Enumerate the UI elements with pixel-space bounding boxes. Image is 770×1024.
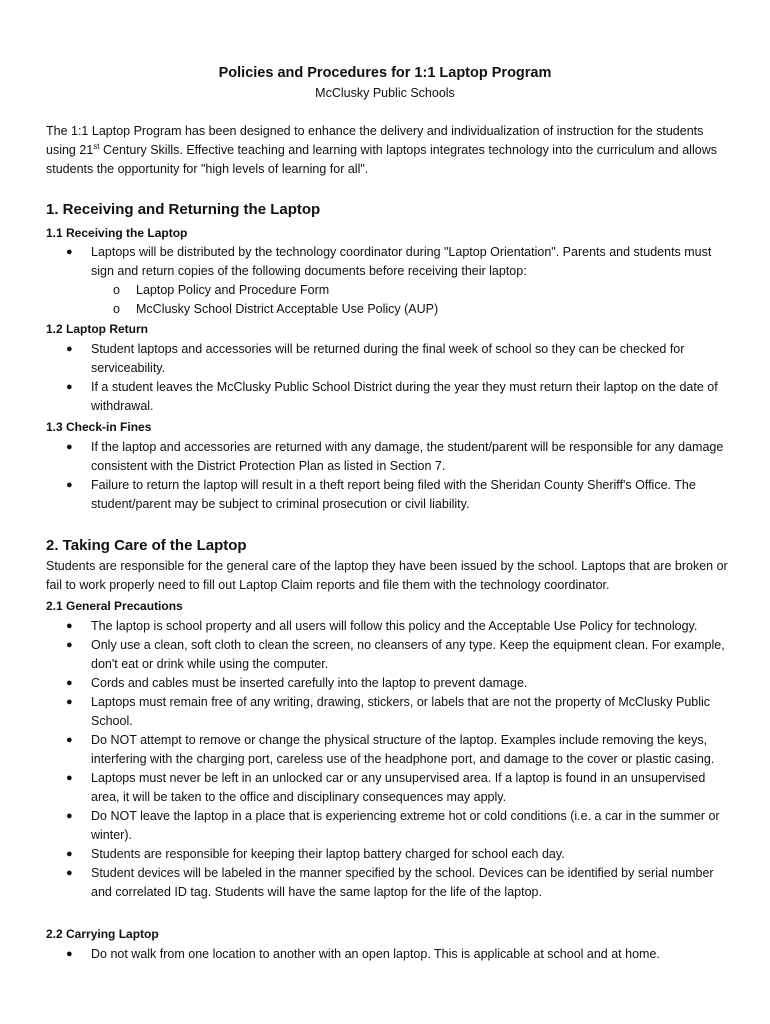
- bullet-icon: ●: [66, 772, 73, 784]
- intro-superscript: st: [93, 141, 100, 151]
- bullet-icon: ●: [66, 441, 73, 453]
- list-item-text: Only use a clean, soft cloth to clean the screen, no cleansers of any type. Keep the equipment clean. For example, don't eat or drink while using the computer.: [91, 638, 725, 671]
- list-item: [46, 438, 730, 476]
- intro-paragraph: [46, 122, 736, 179]
- section-2-heading: 2. Taking Care of the Laptop: [46, 537, 247, 554]
- section-1-1-heading: 1.1 Receiving the Laptop: [46, 226, 188, 240]
- list-item-text: Do NOT attempt to remove or change the physical structure of the laptop. Examples include removing the keys, interfering with the charging port, careless use of the headphone port, and damage to the cover or plastic casing.: [91, 733, 715, 766]
- list-item: [46, 731, 730, 769]
- bullet-icon: ●: [66, 734, 73, 746]
- sub-list-item-text: McClusky School District Acceptable Use Policy (AUP): [136, 302, 439, 316]
- section-2-1-list: [46, 617, 730, 902]
- circle-bullet-icon: o: [113, 302, 120, 316]
- sub-list: [91, 281, 730, 319]
- list-item-text: Do not walk from one location to another with an open laptop. This is applicable at school and at home.: [91, 947, 660, 961]
- list-item-text: If the laptop and accessories are returned with any damage, the student/parent will be responsible for any damage consistent with the District Protection Plan as listed in Section 7.: [91, 440, 724, 473]
- section-2-intro: Students are responsible for the general care of the laptop they have been issued by the school. Laptops that are broken or fail to work properly need to fill out Laptop Claim reports and file them with the technology coordinator.: [46, 559, 728, 592]
- sub-list-item: [91, 281, 730, 300]
- bullet-icon: ●: [66, 848, 73, 860]
- section-1-heading: 1. Receiving and Returning the Laptop: [46, 201, 321, 218]
- intro-text-2: Century Skills. Effective teaching and learning with laptops integrates technology into the curriculum and allows students the opportunity for "high levels of learning for all".: [46, 143, 717, 176]
- sub-list-item: [91, 300, 730, 319]
- list-item-text: The laptop is school property and all users will follow this policy and the Acceptable Use Policy for technology.: [91, 619, 698, 633]
- list-item: [46, 945, 730, 964]
- section-1-2-list: [46, 340, 730, 416]
- list-item: [46, 636, 730, 674]
- list-item: [46, 476, 730, 514]
- list-item: [46, 617, 730, 636]
- section-2-2-list: [46, 945, 730, 964]
- intro-text-1: The 1:1 Laptop Program has been designed to enhance the delivery and individualization of instruction for the students using 21: [46, 124, 704, 157]
- bullet-icon: ●: [66, 479, 73, 491]
- bullet-icon: ●: [66, 867, 73, 879]
- bullet-icon: ●: [66, 343, 73, 355]
- sub-list-item-text: Laptop Policy and Procedure Form: [136, 283, 330, 297]
- list-item-text: Laptops must remain free of any writing, drawing, stickers, or labels that are not the property of McClusky Public School.: [91, 695, 711, 728]
- list-item-text: Failure to return the laptop will result in a theft report being filed with the Sheridan County Sheriff's Office. The student/parent may be subject to criminal prosecution or civil liability.: [91, 478, 696, 511]
- list-item-text: Laptops must never be left in an unlocked car or any unsupervised area. If a laptop is found in an unsupervised area, it will be taken to the office and disciplinary consequences may apply.: [91, 771, 706, 804]
- list-item-text: If a student leaves the McClusky Public School District during the year they must return their laptop on the date of withdrawal.: [91, 380, 718, 413]
- bullet-icon: ●: [66, 696, 73, 708]
- section-1-1-list: [46, 243, 730, 319]
- section-1-2-heading: 1.2 Laptop Return: [46, 322, 149, 336]
- document-title: Policies and Procedures for 1:1 Laptop Program: [218, 65, 552, 81]
- section-2-1-heading: 2.1 General Precautions: [46, 599, 183, 613]
- list-item: [46, 693, 730, 731]
- circle-bullet-icon: o: [113, 283, 120, 297]
- list-item-text: Do NOT leave the laptop in a place that is experiencing extreme hot or cold conditions (i.e. a car in the summer or winter).: [91, 809, 720, 842]
- list-item: [46, 378, 730, 416]
- bullet-icon: ●: [66, 620, 73, 632]
- section-2-2-heading: 2.2 Carrying Laptop: [46, 927, 159, 941]
- list-item: [46, 769, 730, 807]
- list-item: [46, 864, 730, 902]
- section-1-3-list: [46, 438, 730, 514]
- list-item: [46, 845, 730, 864]
- section-1-3-heading: 1.3 Check-in Fines: [46, 420, 152, 434]
- list-item: [46, 674, 730, 693]
- bullet-icon: ●: [66, 810, 73, 822]
- list-item: [46, 340, 730, 378]
- list-item-text: Laptops will be distributed by the technology coordinator during "Laptop Orientation". Parents and students must sign and return copies of the following documents before receiving their laptop:: [91, 245, 712, 278]
- document-subtitle: McClusky Public Schools: [315, 86, 455, 100]
- list-item-text: Cords and cables must be inserted carefully into the laptop to prevent damage.: [91, 676, 528, 690]
- bullet-icon: ●: [66, 677, 73, 689]
- list-item-text: Student laptops and accessories will be returned during the final week of school so they can be checked for serviceability.: [91, 342, 685, 375]
- bullet-icon: ●: [66, 948, 73, 960]
- list-item-text: Students are responsible for keeping their laptop battery charged for school each day.: [91, 847, 565, 861]
- list-item-text: Student devices will be labeled in the manner specified by the school. Devices can be identified by serial number and correlated ID tag. Students will have the same laptop for the life of the laptop.: [91, 866, 714, 899]
- list-item: [46, 807, 730, 845]
- bullet-icon: ●: [66, 246, 73, 258]
- bullet-icon: ●: [66, 639, 73, 651]
- bullet-icon: ●: [66, 381, 73, 393]
- list-item: [46, 243, 730, 319]
